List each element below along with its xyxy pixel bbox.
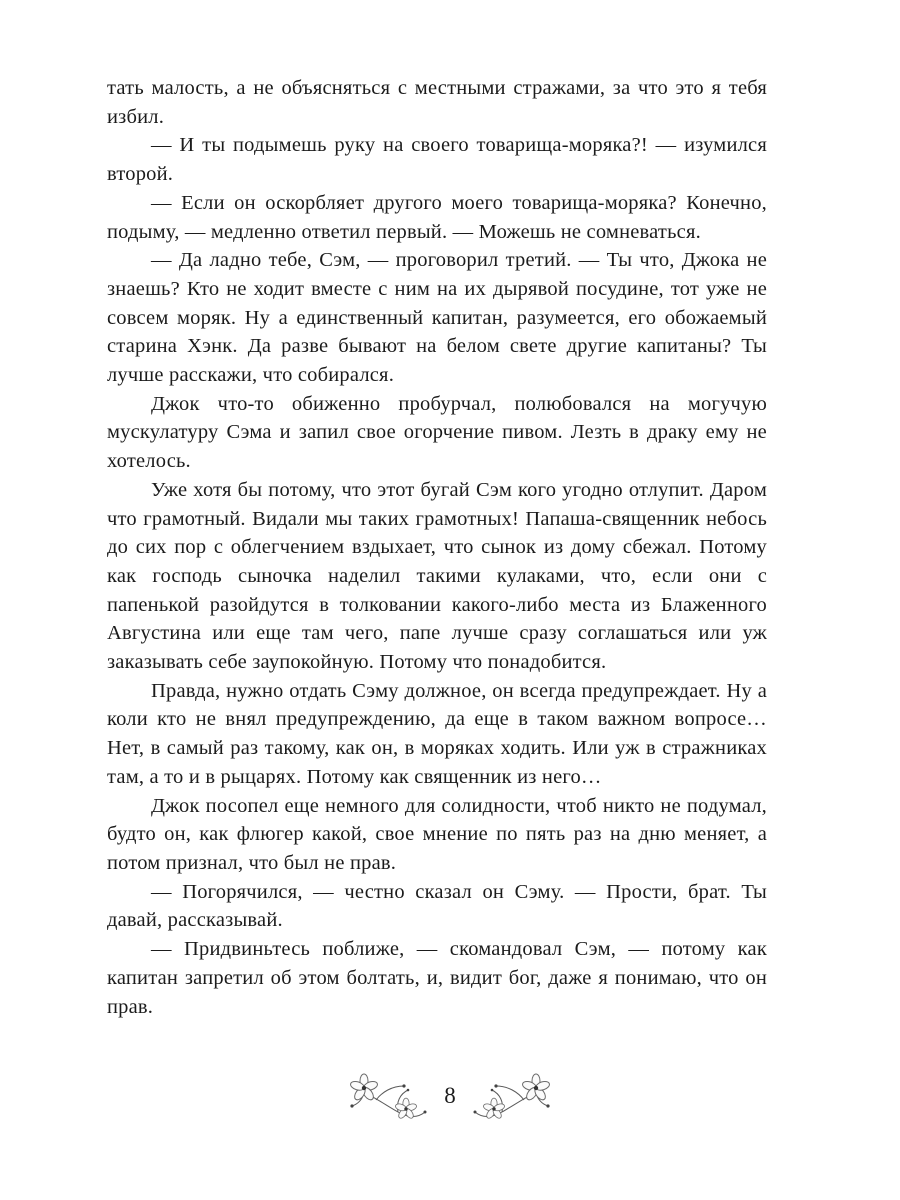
floral-ornament-right-icon	[472, 1072, 552, 1124]
paragraph: — И ты подымешь руку на своего товарища-моряка?! — изумился второй.	[107, 134, 767, 186]
paragraph: тать малость, а не объясняться с местными стражами, за что это я тебя избил.	[107, 77, 767, 128]
paragraph: Джок посопел еще немного для солидности, чтоб никто не подумал, будто он, как флюгер какой, свое мнение по пять раз на дню меняет, а потом признал, что был не прав.	[107, 794, 767, 874]
paragraph: — Придвиньтесь поближе, — скомандовал Сэм, — потому как капитан запретил об этом болтать, и, видит бог, даже я понимаю, что он прав.	[107, 938, 767, 1018]
page-number: 8	[444, 1082, 456, 1108]
paragraph: Правда, нужно отдать Сэму должное, он всегда предупреждает. Ну а коли кто не внял предупреждению, да еще в таком важном вопросе… Нет, в самый раз такому, как он, в моряках ходить. Или уж в стражниках там, а то и в рыцарях. Потому как священник из него…	[107, 679, 767, 788]
floral-ornament-left-icon	[348, 1072, 428, 1124]
paragraph: — Погорячился, — честно сказал он Сэму. — Прости, брат. Ты давай, рассказывай.	[107, 880, 767, 932]
body-text	[107, 74, 767, 1021]
paragraph: — Если он оскорбляет другого моего товарища-моряка? Конечно, подыму, — медленно ответил первый. — Можешь не сомневаться.	[107, 191, 767, 243]
paragraph: Уже хотя бы потому, что этот бугай Сэм кого угодно отлупит. Даром что грамотный. Видали мы таких грамотных! Папаша-священник небось до сих пор с облегчением вздыхает, что сынок из дому сбежал. Потому как господь сыночка наделил такими кулаками, что, если они с папенькой разойдутся в толковании какого-либо места из Блаженного Августина или еще там чего, папе лучше сразу соглашаться или уж заказывать себе заупокойную. Потому что понадобится.	[107, 478, 767, 674]
paragraph: — Да ладно тебе, Сэм, — проговорил третий. — Ты что, Джока не знаешь? Кто не ходит вместе с ним на их дырявой посудине, тот уже не совсем моряк. Ну а единственный капитан, разумеется, его обожаемый старина Хэнк. Да разве бывают на белом свете другие капитаны? Ты лучше расскажи, что собирался.	[107, 249, 767, 387]
page-footer	[0, 1072, 900, 1124]
paragraph: Джок что-то обиженно пробурчал, полюбовался на могучую мускулатуру Сэма и запил свое огорчение пивом. Лезть в драку ему не хотелось.	[107, 392, 767, 473]
